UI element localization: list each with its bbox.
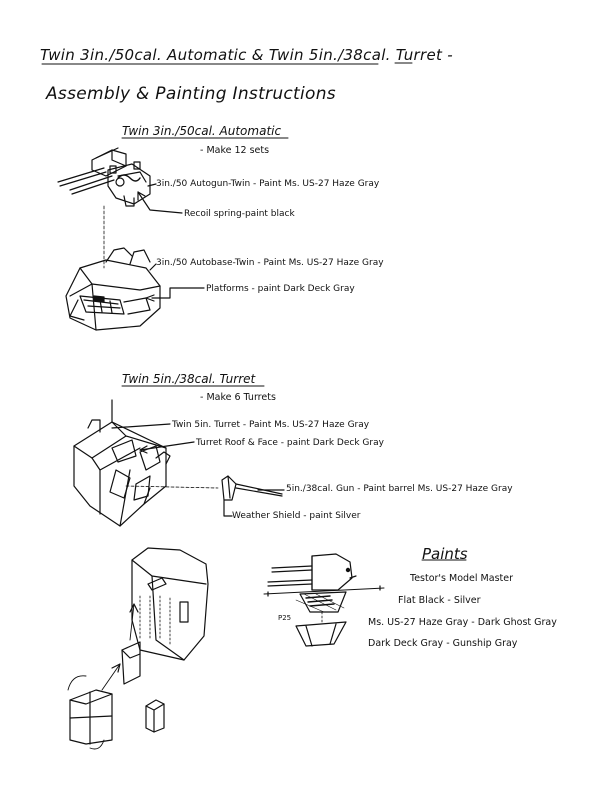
inset-drawing [264, 554, 384, 646]
label-autobase: 3in./50 Autobase-Twin - Paint Ms. US-27 Haze Gray [156, 258, 384, 268]
title-line-1: Twin 3in./50cal. Automatic & Twin 5in./38cal. Turret - [40, 46, 453, 64]
gun-drawing [222, 476, 282, 500]
paints-heading: Paints [422, 545, 468, 563]
label-shield: Weather Shield - paint Silver [232, 511, 361, 521]
autobase-drawing [66, 248, 160, 330]
arrowhead-flat-up [112, 664, 120, 672]
label-autogun: 3in./50 Autogun-Twin - Paint Ms. US-27 Haze Gray [156, 179, 380, 189]
curve-arrow-top [68, 676, 86, 690]
section1-heading: Twin 3in./50cal. Automatic [122, 124, 282, 138]
turret-part-box [146, 700, 164, 732]
paint-item-4: Dark Deck Gray - Gunship Gray [368, 638, 518, 649]
autogun-drawing [58, 148, 150, 206]
inset-label: P25 [278, 614, 292, 622]
paint-item-2: Flat Black - Silver [398, 595, 481, 606]
label-platforms: Platforms - paint Dark Deck Gray [206, 284, 355, 294]
leader-gun-dashed [126, 486, 218, 488]
label-recoil: Recoil spring-paint black [184, 209, 295, 219]
label-turret: Twin 5in. Turret - Paint Ms. US-27 Haze Gray [172, 420, 370, 430]
leader-autogun [148, 184, 156, 186]
section1-note: - Make 12 sets [200, 145, 270, 156]
label-roof: Turret Roof & Face - paint Dark Deck Gray [196, 438, 384, 448]
turret-assembly-drawing [132, 548, 208, 660]
section2-heading: Twin 5in./38cal. Turret [122, 372, 256, 386]
title-line-2: Assembly & Painting Instructions [46, 84, 336, 104]
paint-item-1: Testor's Model Master [410, 573, 513, 584]
paint-item-3: Ms. US-27 Haze Gray - Dark Ghost Gray [368, 617, 557, 628]
leader-shield [224, 500, 232, 516]
section2-note: - Make 6 Turrets [200, 392, 276, 403]
turret-drawing [74, 400, 170, 526]
turret-part-flat [70, 690, 112, 744]
leader-autobase [150, 264, 156, 270]
arrow-flat-up [102, 664, 120, 690]
label-gun: 5in./38cal. Gun - Paint barrel Ms. US-27 Haze Gray [286, 484, 513, 494]
turret-part-small [122, 642, 140, 684]
